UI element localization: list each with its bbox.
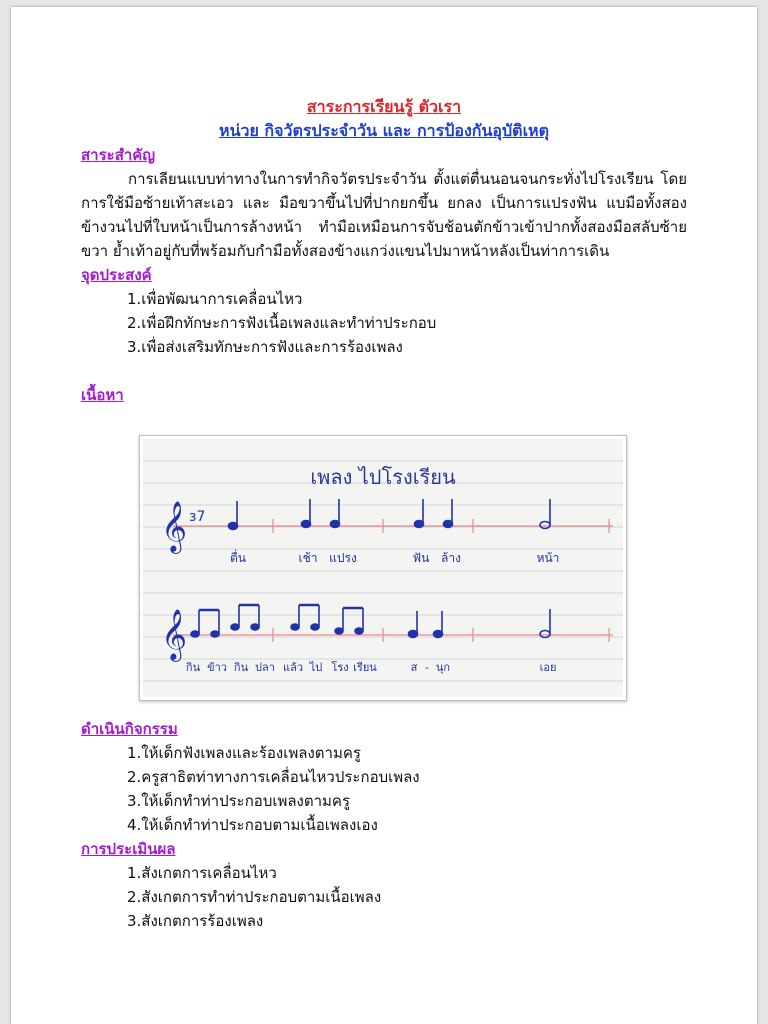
list-item: 1.สังเกตการเคลื่อนไหว	[127, 864, 277, 882]
lyric-word: กิน	[185, 661, 201, 674]
lyric-word: -	[425, 661, 429, 674]
notes-line-1	[229, 499, 551, 530]
objectives-list	[81, 287, 687, 359]
list-item: 3.สังเกตการร้องเพลง	[127, 912, 264, 930]
lyric-word: แปรง	[329, 551, 357, 565]
lyric-word: ส	[410, 661, 418, 674]
section-heading-evaluation: การประเมินผล	[81, 840, 176, 858]
lyrics-line-2	[186, 660, 557, 674]
lyric-word: ปลา	[255, 661, 275, 674]
lyric-word: เช้า	[298, 551, 318, 565]
lyric-word: เอย	[539, 661, 557, 674]
list-item: 1.ให้เด็กฟังเพลงและร้องเพลงตามครู	[127, 744, 361, 762]
list-item: 2.สังเกตการทำท่าประกอบตามเนื้อเพลง	[127, 888, 382, 906]
list-item: 3.ให้เด็กทำท่าประกอบเพลงตามครู	[127, 792, 351, 810]
treble-clef-icon: 𝄞	[161, 609, 188, 660]
lyric-word: นุก	[435, 661, 451, 674]
section-heading-activities: ดำเนินกิจกรรม	[81, 720, 178, 738]
document-subtitle: หน่วย กิจวัตรประจำวัน และ การป้องกันอุบัติเหตุ	[219, 121, 549, 140]
song-sheet-drawing	[143, 439, 623, 697]
lyric-word: โรง	[331, 661, 349, 674]
list-item: 2.เพื่อฝึกทักษะการฟังเนื้อเพลงและทำท่าประกอบ	[127, 314, 437, 332]
lyric-word: ไป	[309, 661, 323, 674]
lyric-word: ล้าง	[441, 551, 461, 565]
document-content	[81, 95, 687, 933]
list-item: 4.ให้เด็กทำท่าประกอบตามเนื้อเพลงเอง	[127, 816, 378, 834]
lyrics-line-1	[230, 549, 559, 565]
song-sheet-paper	[143, 439, 623, 697]
activities-list	[81, 741, 687, 837]
time-signature: ɜ7	[189, 509, 206, 525]
lyric-word: แล้ว	[282, 661, 304, 674]
lyric-word: หน้า	[536, 551, 560, 565]
lyric-word: เรียน	[353, 661, 377, 674]
evaluation-list	[81, 861, 687, 933]
list-item: 1.เพื่อพัฒนาการเคลื่อนไหว	[127, 290, 303, 308]
activities-section	[81, 717, 687, 933]
document-title: สาระการเรียนรู้ ตัวเรา	[306, 97, 462, 116]
lyric-word: ตื่น	[230, 551, 246, 565]
song-sheet-image	[139, 435, 627, 701]
song-title: เพลง ไปโรงเรียน	[310, 465, 456, 489]
lyric-word: ฟัน	[412, 551, 430, 565]
lyric-word: ข้าว	[207, 661, 227, 674]
treble-clef-icon: 𝄞	[161, 501, 188, 552]
section-heading-essence: สาระสำคัญ	[81, 146, 156, 164]
lyric-word: กิน	[233, 661, 249, 674]
section-heading-objectives: จุดประสงค์	[81, 266, 152, 284]
list-item: 3.เพื่อส่งเสริมทักษะการฟังและการร้องเพลง	[127, 338, 403, 356]
section-heading-content: เนื้อหา	[81, 386, 124, 404]
notes-line-2	[191, 605, 550, 638]
list-item: 2.ครูสาธิตท่าทางการเคลื่อนไหวประกอบเพลง	[127, 768, 420, 786]
essence-paragraph: การเลียนแบบท่าทางในการทำกิจวัตรประจำวัน ตั้งแต่ตื่นนอนจนกระทั่งไปโรงเรียน โดยการใช้มือซ้ายเท้าสะเอว และ มือขวาขึ้นไปที่ปากยกขึ้น ยกลง เป็นการแปรงฟัน แบมือทั้งสองข้างวนไปที่ใบหน้าเป็นการล้างหน้า ทำมือเหมือนการจับช้อนตักข้าวเข้าปากทั้งสองมือสลับซ้าย ขวา ย้ำเท้าอยู่กับที่พร้อมกับกำมือทั้งสองข้างแกว่งแขนไปมาหน้าหลังเป็นท่าการเดิน	[81, 170, 687, 260]
blank-line	[81, 359, 687, 383]
document-page	[11, 7, 757, 1024]
